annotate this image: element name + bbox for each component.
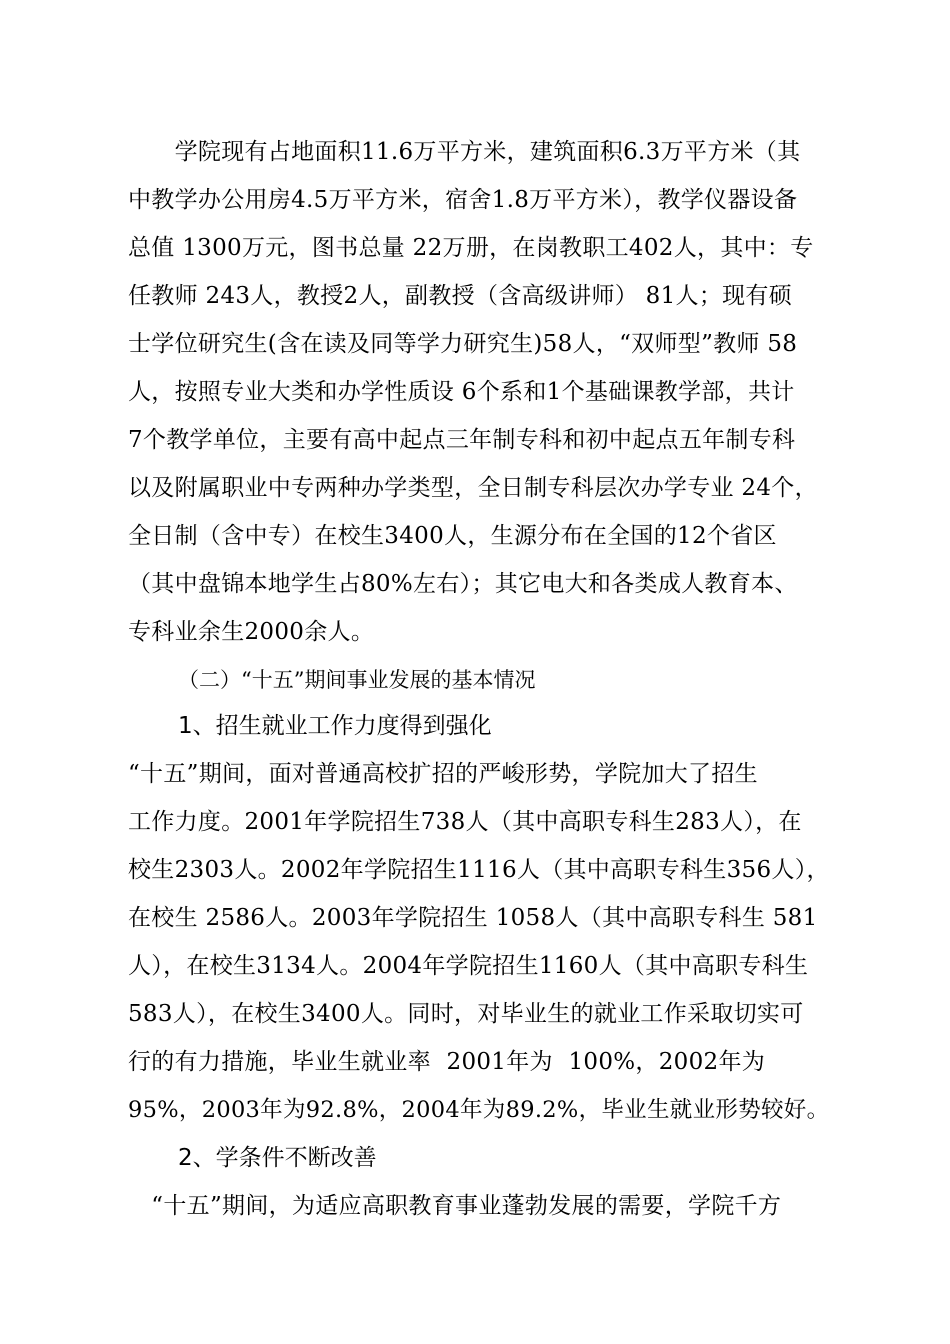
section-title: （二）“十五”期间事业发展的基本情况 [178, 668, 536, 692]
text-line: 95%，2003年为92.8%，2004年为89.2%，毕业生就业形势较好。 [128, 1097, 830, 1123]
text-line: 任教师 243人，教授2人，副教授（含高级讲师） 81人；现有硕 [128, 283, 793, 309]
text-line: 校生2303人。2002年学院招生1116人（其中高职专科生356人）， [128, 857, 830, 883]
text-line: 7个教学单位，主要有高中起点三年制专科和初中起点五年制专科 [128, 427, 796, 453]
text-line: 人，按照专业大类和办学性质设 6个系和1个基础课教学部，共计 [128, 379, 795, 405]
text-line: 以及附属职业中专两种办学类型，全日制专科层次办学专业 24个， [128, 475, 818, 501]
text-line: 总值 1300万元，图书总量 22万册，在岗教职工402人，其中：专 [128, 235, 814, 261]
paragraph-conditions [128, 1182, 832, 1230]
text-line: 中教学办公用房4.5万平方米，宿舍1.8万平方米），教学仪器设备 [128, 187, 798, 213]
text-line: 工作力度。2001年学院招生738人（其中高职专科生283人），在 [128, 809, 802, 835]
text-line: 全日制（含中专）在校生3400人，生源分布在全国的12个省区 [128, 523, 777, 549]
text-line: 583人），在校生3400人。同时，对毕业生的就业工作采取切实可 [128, 1001, 804, 1027]
text-line: “十五”期间，面对普通高校扩招的严峻形势，学院加大了招生 [128, 761, 758, 787]
text-line: 人），在校生3134人。2004年学院招生1160人（其中高职专科生 [128, 953, 809, 979]
text-line: 专科业余生2000余人。 [128, 619, 375, 645]
heading-enrollment: 1、招生就业工作力度得到强化 [178, 713, 492, 739]
text-line: 在校生 2586人。2003年学院招生 1058人（其中高职专科生 581 [128, 905, 818, 931]
heading-conditions: 2、学条件不断改善 [178, 1145, 377, 1171]
paragraph-campus-overview [128, 128, 832, 656]
text-line: 行的有力措施，毕业生就业率 2001年为 100%，2002年为 [128, 1049, 766, 1075]
text-line: “十五”期间，为适应高职教育事业蓬勃发展的需要，学院千方 [128, 1193, 782, 1219]
text-line: 学院现有占地面积11.6万平方米，建筑面积6.3万平方米（其 [128, 139, 801, 165]
text-line: 士学位研究生(含在读及同等学力研究生)58人，“双师型”教师 58 [128, 331, 798, 357]
paragraph-enrollment [128, 750, 832, 1134]
text-line: （其中盘锦本地学生占80%左右）；其它电大和各类成人教育本、 [128, 571, 798, 597]
